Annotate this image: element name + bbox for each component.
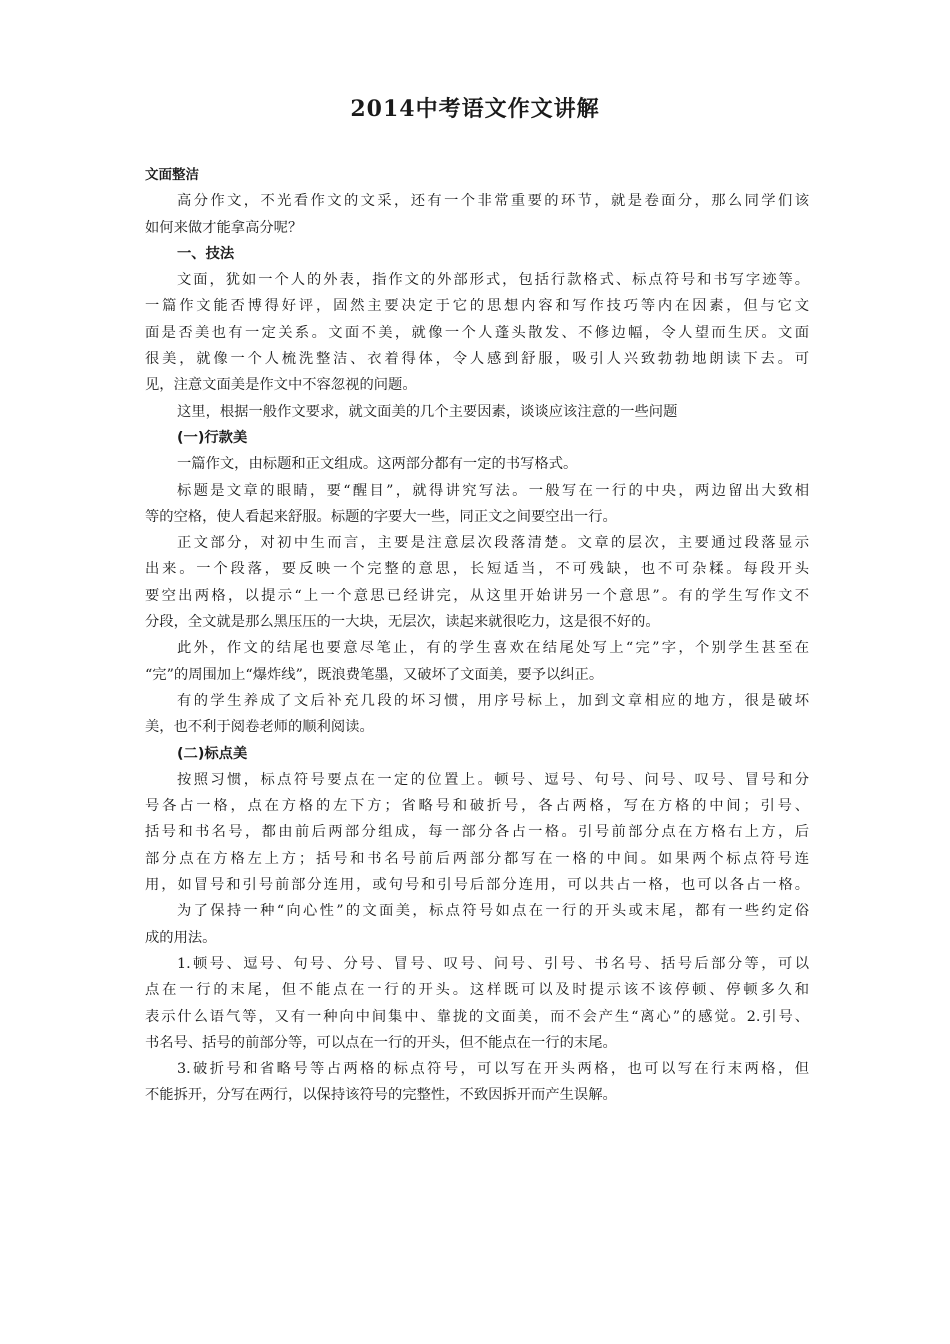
text-line: 高分作文，不光看作文的文采，还有一个非常重要的环节，就是卷面分，那么同学们该 (177, 193, 809, 210)
document-title: 2014中考语文作文讲解 (350, 96, 600, 122)
text-line: 要空出两格，以提示“上一个意思已经讲完，从这里开始讲另一个意思”。有的学生写作文不 (145, 587, 809, 604)
text-lines (145, 188, 809, 1108)
document-body (145, 162, 809, 1109)
text-line: 这里，根据一般作文要求，就文面美的几个主要因素，谈谈应该注意的一些问题 (177, 403, 678, 420)
text-line: 出来。一个段落，要反映一个完整的意思，长短适当，不可残缺，也不可杂糅。每段开头 (145, 561, 809, 578)
text-line: 1.顿号、逗号、句号、分号、冒号、叹号、问号、引号、书名号、括号后部分等，可以 (177, 955, 809, 972)
text-line: 表示什么语气等，又有一种向中间集中、靠拢的文面美，而不会产生“离心”的感觉。2.引号、 (145, 1008, 809, 1025)
text-line: 等的空格，使人看起来舒服。标题的字要大一些，同正文之间要空出一行。 (145, 508, 617, 525)
text-line: 点在一行的末尾，但不能点在一行的开头。这样既可以及时提示该不该停顿、停顿多久和 (145, 982, 809, 999)
text-line: 不能拆开，分写在两行，以保持该符号的完整性，不致因拆开而产生误解。 (145, 1087, 617, 1104)
text-line: 3.破折号和省略号等占两格的标点符号，可以写在开头两格，也可以写在行末两格，但 (177, 1061, 809, 1078)
text-line: 正文部分，对初中生而言，主要是注意层次段落清楚。文章的层次，主要通过段落显示 (177, 535, 809, 552)
text-line: 一篇作文能否博得好评，固然主要决定于它的思想内容和写作技巧等内在因素，但与它文 (145, 298, 809, 315)
text-line: 书名号、括号的前部分等，可以点在一行的开头，但不能点在一行的末尾。 (145, 1034, 617, 1051)
text-line: 一篇作文，由标题和正文组成。这两部分都有一定的书写格式。 (177, 456, 578, 473)
text-line: 很美，就像一个人梳洗整洁、衣着得体，令人感到舒服，吸引人兴致勃勃地朗读下去。可 (145, 351, 809, 368)
subheading: 一、技法 (177, 245, 235, 262)
text-line: 成的用法。 (145, 929, 217, 946)
text-line: 如何来做才能拿高分呢？ (145, 219, 303, 236)
subheading: (一)行款美 (177, 429, 248, 446)
text-line: 面是否美也有一定关系。文面不美，就像一个人蓬头散发、不修边幅，令人望而生厌。文面 (145, 324, 809, 341)
text-line: 美，也不利于阅卷老师的顺利阅读。 (145, 719, 374, 736)
text-line: 见，注意文面美是作文中不容忽视的问题。 (145, 377, 417, 394)
text-line: 标题是文章的眼睛，要“醒目”，就得讲究写法。一般写在一行的中央，两边留出大致相 (177, 482, 809, 499)
text-line: 号各占一格，点在方格的左下方；省略号和破折号，各占两格，写在方格的中间；引号、 (145, 798, 809, 815)
text-line: 有的学生养成了文后补充几段的坏习惯，用序号标上，加到文章相应的地方，很是破坏 (177, 692, 809, 709)
section-heading: 文面整洁 (145, 167, 199, 183)
text-line: 括号和书名号，都由前后两部分组成，每一部分各占一格。引号前部分点在方格右上方，后 (145, 824, 809, 841)
text-line: “完”的周围加上“爆炸线”，既浪费笔墨，又破坏了文面美，要予以纠正。 (145, 666, 604, 683)
text-line: 文面，犹如一个人的外表，指作文的外部形式，包括行款格式、标点符号和书写字迹等。 (177, 272, 809, 289)
text-line: 分段，全文就是那么黑压压的一大块，无层次，读起来就很吃力，这是很不好的。 (145, 614, 660, 631)
text-line: 部分点在方格左上方；括号和书名号前后两部分都写在一格的中间。如果两个标点符号连 (145, 850, 809, 867)
text-line: 按照习惯，标点符号要点在一定的位置上。顿号、逗号、句号、问号、叹号、冒号和分 (177, 771, 809, 788)
text-line: 用，如冒号和引号前部分连用，或句号和引号后部分连用，可以共占一格，也可以各占一格。 (145, 877, 809, 894)
text-line: 此外，作文的结尾也要意尽笔止，有的学生喜欢在结尾处写上“完”字，个别学生甚至在 (177, 640, 809, 657)
text-line: 为了保持一种“向心性”的文面美，标点符号如点在一行的开头或末尾，都有一些约定俗 (177, 903, 809, 920)
subheading: (二)标点美 (177, 745, 248, 762)
